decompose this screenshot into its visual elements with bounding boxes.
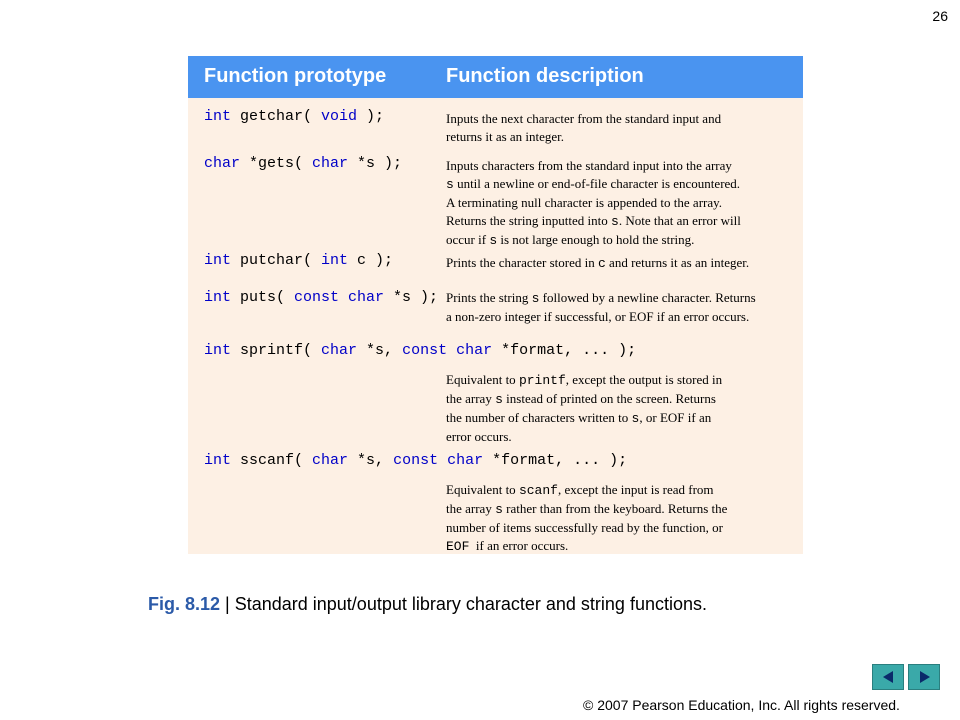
- description-text: Prints the character stored in: [446, 255, 598, 270]
- description-text: and returns it as an integer.: [605, 255, 750, 270]
- code-identifier: s: [446, 177, 454, 192]
- description-line: [446, 212, 741, 231]
- triangle-right-icon: [920, 671, 930, 683]
- keyword: int: [204, 252, 232, 269]
- description-text: Prints the string: [446, 290, 532, 305]
- code-text: *gets(: [240, 155, 313, 172]
- description-sscanf: [446, 481, 727, 556]
- code-text: *format, ... );: [483, 452, 628, 469]
- description-line: [446, 231, 741, 250]
- description-line: [446, 428, 722, 446]
- header-prototype: Function prototype: [204, 65, 387, 87]
- keyword: char: [312, 452, 349, 469]
- previous-slide-button[interactable]: [872, 664, 904, 690]
- description-text: instead of printed on the screen. Returns: [502, 391, 716, 406]
- description-text: until a newline or end-of-file character is encountered.: [453, 176, 741, 191]
- code-text: puts(: [231, 289, 295, 306]
- copyright-notice: © 2007 Pearson Education, Inc. All rights reserved.: [583, 697, 900, 713]
- description-line: [446, 110, 721, 128]
- keyword: char: [312, 155, 349, 172]
- prototype-sprintf: [204, 342, 636, 359]
- description-getchar: [446, 110, 721, 146]
- header-description: Function description: [446, 65, 644, 87]
- prototype-puts: [204, 289, 438, 306]
- functions-table: [188, 56, 803, 554]
- description-line: [446, 289, 756, 308]
- code-text: *format, ... );: [492, 342, 637, 359]
- code-text: *s );: [348, 155, 403, 172]
- code-text: *s );: [384, 289, 439, 306]
- figure-label: Fig. 8.12: [148, 594, 221, 614]
- code-identifier: s: [631, 411, 640, 426]
- code-identifier: s: [495, 392, 503, 407]
- code-identifier: s: [495, 502, 503, 517]
- description-line: [446, 371, 722, 390]
- code-identifier: printf: [518, 373, 566, 388]
- description-text: Equivalent to: [446, 372, 519, 387]
- description-text: error occurs.: [446, 429, 512, 444]
- slide-number: 26: [932, 8, 948, 24]
- description-text: A terminating null character is appended to the array.: [446, 195, 723, 210]
- description-text: is not large enough to hold the string.: [497, 232, 695, 247]
- keyword: int: [204, 452, 232, 469]
- description-text: number of items successfully read by the function, or: [446, 520, 723, 535]
- description-text: a non-zero integer if successful, or EOF if an error occurs.: [446, 309, 750, 324]
- keyword: const char: [393, 452, 484, 469]
- description-text: Inputs the next character from the standard input and: [446, 111, 722, 126]
- keyword: const char: [294, 289, 385, 306]
- description-line: [446, 128, 721, 146]
- caption-text: Standard input/output library character and string functions.: [234, 594, 707, 614]
- description-line: [446, 390, 722, 409]
- description-text: Returns the string inputted into: [446, 213, 612, 228]
- code-text: c );: [348, 252, 394, 269]
- description-text: returns it as an integer.: [446, 129, 565, 144]
- code-text: *s,: [348, 452, 394, 469]
- code-text: sprintf(: [231, 342, 322, 359]
- description-line: [446, 254, 749, 273]
- code-identifier: s: [611, 214, 619, 229]
- description-line: [446, 175, 741, 194]
- code-text: );: [357, 108, 385, 125]
- prototype-sscanf: [204, 452, 627, 469]
- description-gets: [446, 157, 741, 250]
- next-slide-button[interactable]: [908, 664, 940, 690]
- triangle-left-icon: [883, 671, 893, 683]
- keyword: int: [204, 289, 232, 306]
- description-text: Equivalent to: [446, 482, 519, 497]
- prototype-gets: [204, 155, 402, 172]
- description-line: [446, 308, 756, 326]
- description-text: followed by a newline character. Returns: [539, 290, 756, 305]
- description-text: rather than from the keyboard. Returns the: [502, 501, 728, 516]
- keyword: int: [321, 252, 349, 269]
- description-text: the array: [446, 501, 496, 516]
- table-header: [188, 56, 803, 98]
- code-text: putchar(: [231, 252, 322, 269]
- keyword: void: [321, 108, 358, 125]
- prototype-putchar: [204, 252, 393, 269]
- code-identifier: EOF: [446, 539, 470, 554]
- description-line: [446, 194, 741, 212]
- description-putchar: [446, 254, 749, 273]
- code-identifier: s: [489, 233, 498, 248]
- code-identifier: c: [597, 256, 606, 271]
- keyword: int: [204, 108, 232, 125]
- description-puts: [446, 289, 756, 326]
- description-text: , or EOF if an: [639, 410, 712, 425]
- keyword: char: [204, 155, 241, 172]
- keyword: int: [204, 342, 232, 359]
- description-text: , except the input is read from: [557, 482, 714, 497]
- description-line: [446, 519, 727, 537]
- code-text: *s,: [357, 342, 403, 359]
- description-text: , except the output is stored in: [565, 372, 723, 387]
- keyword: const char: [402, 342, 493, 359]
- description-text: the number of characters written to: [446, 410, 632, 425]
- code-identifier: scanf: [518, 483, 558, 498]
- keyword: char: [321, 342, 358, 359]
- prototype-getchar: [204, 108, 384, 125]
- description-text: Inputs characters from the standard input into the array: [446, 158, 732, 173]
- code-text: sscanf(: [231, 452, 313, 469]
- description-text: occur if: [446, 232, 490, 247]
- description-line: [446, 157, 741, 175]
- description-text: the array: [446, 391, 496, 406]
- description-text: if an error occurs.: [469, 538, 569, 553]
- description-line: [446, 537, 727, 556]
- description-text: . Note that an error will: [618, 213, 741, 228]
- description-line: [446, 500, 727, 519]
- caption-separator: |: [220, 594, 235, 614]
- description-sprintf: [446, 371, 722, 446]
- code-text: getchar(: [231, 108, 322, 125]
- description-line: [446, 481, 727, 500]
- description-line: [446, 409, 722, 428]
- figure-caption: [148, 594, 707, 615]
- code-identifier: s: [531, 291, 540, 306]
